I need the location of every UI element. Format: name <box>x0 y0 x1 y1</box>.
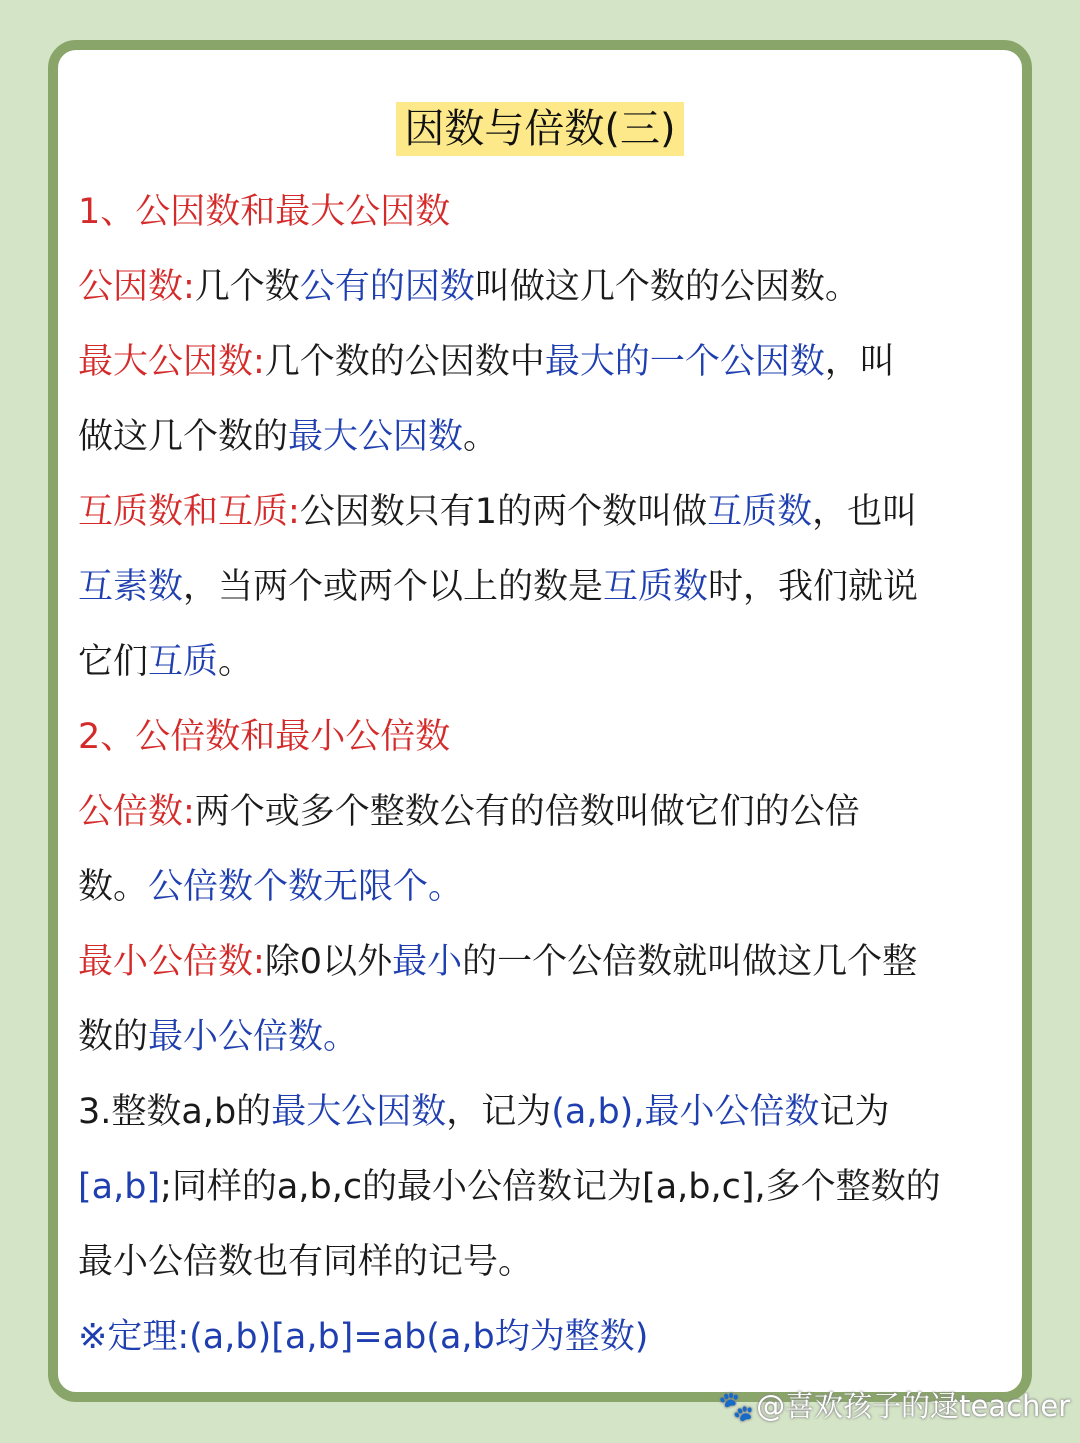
highlight-text: 公倍数个数无限个。 <box>148 867 464 907</box>
body-text: 几个数 <box>194 267 300 307</box>
body-text: 数的 <box>78 1017 149 1057</box>
watermark <box>718 1386 1070 1426</box>
term-label: 1、公因数和最大公因数 <box>78 192 451 232</box>
highlight-text: 互质数 <box>603 567 709 607</box>
text-line <box>78 1015 358 1059</box>
text-line <box>78 490 917 534</box>
term-label: 最大公因数: <box>78 342 265 382</box>
text-line <box>78 1240 533 1284</box>
highlight-text: 最小 <box>392 942 463 982</box>
text-line <box>78 1090 889 1134</box>
page-title: 因数与倍数(三) <box>396 102 683 156</box>
text-line <box>78 865 463 909</box>
term-label: 公倍数: <box>78 792 195 832</box>
title-wrap <box>58 102 1022 156</box>
highlight-text: 互质 <box>148 642 219 682</box>
body-text: 几个数的公因数中 <box>264 342 545 382</box>
highlight-text: 互素数 <box>78 567 184 607</box>
body-text: ，当两个或两个以上的数是 <box>183 567 604 607</box>
highlight-text: 最大公因数 <box>271 1092 447 1132</box>
text-line <box>78 190 450 234</box>
text-line <box>78 340 895 384</box>
body-text: 。 <box>463 417 499 457</box>
body-text: 。 <box>218 642 254 682</box>
term-label: 公因数: <box>78 267 195 307</box>
term-label: 互质数和互质: <box>78 492 300 532</box>
paw-icon: 🐾 <box>718 1389 755 1423</box>
body-text: 两个或多个整数公有的倍数叫做它们的公倍 <box>194 792 860 832</box>
term-label: 2、公倍数和最小公倍数 <box>78 717 451 757</box>
body-text: 记为 <box>819 1092 890 1132</box>
text-line <box>78 940 917 984</box>
term-label: 最小公倍数: <box>78 942 265 982</box>
body-text: 公因数只有1的两个数叫做 <box>299 492 708 532</box>
body-text: ，也叫 <box>812 492 918 532</box>
text-line <box>78 1315 648 1359</box>
body-text: 除0以外 <box>264 942 393 982</box>
highlight-text: 最大的一个公因数 <box>544 342 825 382</box>
text-line <box>78 565 918 609</box>
body-text: 数。 <box>78 867 149 907</box>
body-text: 做这几个数的 <box>78 417 289 457</box>
body-text: 时，我们就说 <box>708 567 919 607</box>
watermark-text: @喜欢孩子的逯teacher <box>756 1389 1071 1423</box>
body-text: 叫做这几个数的公因数。 <box>474 267 860 307</box>
highlight-text: 公有的因数 <box>299 267 475 307</box>
highlight-text: ※定理:(a,b)[a,b]=ab(a,b均为整数) <box>78 1317 649 1357</box>
highlight-text: [a,b] <box>78 1167 161 1207</box>
body-text: ，叫 <box>824 342 895 382</box>
text-line <box>78 790 860 834</box>
text-line <box>78 640 253 684</box>
highlight-text: (a,b),最小公倍数 <box>551 1092 820 1132</box>
text-line <box>78 1165 941 1209</box>
highlight-text: 互质数 <box>707 492 813 532</box>
body-text: 的一个公倍数就叫做这几个整 <box>462 942 918 982</box>
body-text: ;同样的a,b,c的最小公倍数记为[a,b,c],多个整数的 <box>160 1167 941 1207</box>
text-line <box>78 715 450 759</box>
body-text: ，记为 <box>446 1092 552 1132</box>
highlight-text: 最大公因数 <box>288 417 464 457</box>
content-card <box>48 40 1032 1402</box>
text-line <box>78 415 498 459</box>
body-text: 它们 <box>78 642 149 682</box>
highlight-text: 最小公倍数。 <box>148 1017 359 1057</box>
text-line <box>78 265 860 309</box>
body-text: 最小公倍数也有同样的记号。 <box>78 1242 534 1282</box>
body-text: 3.整数a,b的 <box>78 1092 272 1132</box>
